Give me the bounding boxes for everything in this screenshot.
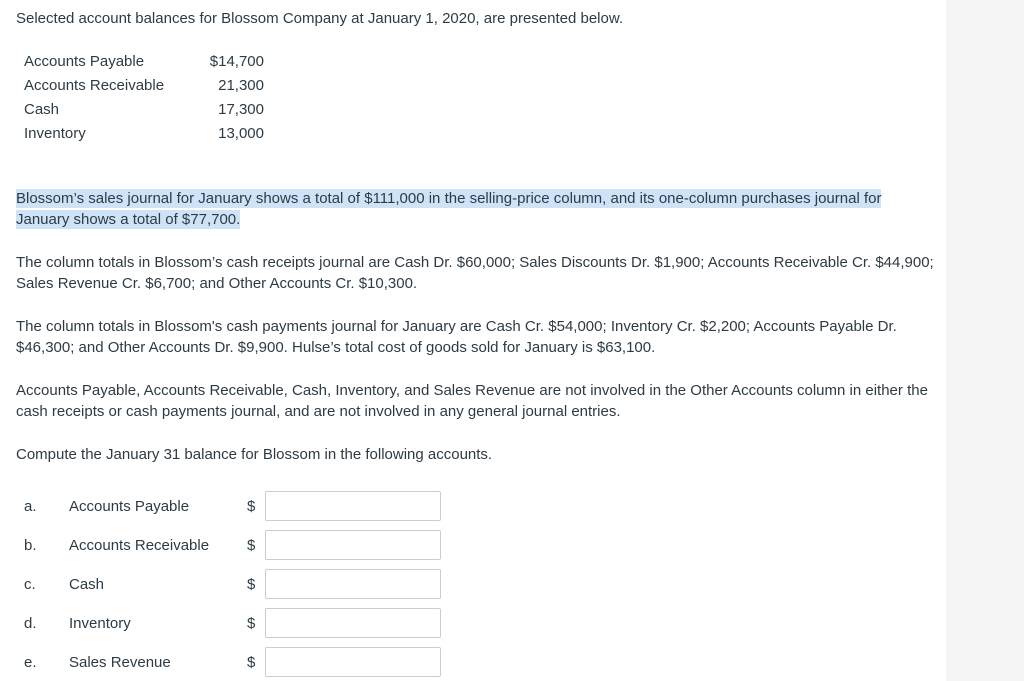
balance-value: 21,300 [218, 77, 264, 94]
instruction-paragraph: Compute the January 31 balance for Blossom in the following accounts. [16, 446, 493, 463]
balance-label: Accounts Receivable [24, 77, 165, 94]
answer-label: Cash [69, 576, 105, 593]
cash-receipts-paragraph: The column totals in Blossom’s cash receipts journal are Cash Dr. $60,000; Sales Discounts Dr. $1,900; Accounts Receivable Cr. $44,900; Sales Revenue Cr. $6,700; and Other Accounts Cr. $10,300. [16, 254, 934, 292]
answer-row-cash [0, 569, 460, 603]
sales-journal-paragraph [16, 188, 936, 230]
balance-row [24, 122, 264, 146]
answer-row-inventory [0, 608, 460, 642]
balance-label: Inventory [24, 125, 86, 142]
accounts-receivable-input[interactable] [265, 530, 441, 560]
answer-row-accounts-payable [0, 491, 460, 525]
balance-label: Accounts Payable [24, 53, 145, 70]
answer-label: Inventory [69, 615, 131, 632]
right-sidebar [946, 0, 1024, 681]
cash-input[interactable] [265, 569, 441, 599]
selected-text: Blossom’s sales journal for January shows a total of $111,000 in the selling-price column, and its one-column purchases journal for January shows a total of $77,700. [16, 190, 882, 228]
answer-letter: c. [24, 576, 36, 593]
balance-value: 13,000 [218, 125, 264, 142]
accounts-payable-input[interactable] [265, 491, 441, 521]
balance-value: 17,300 [218, 101, 264, 118]
answer-row-sales-revenue [0, 647, 460, 681]
sales-revenue-input[interactable] [265, 647, 441, 677]
cash-payments-paragraph: The column totals in Blossom's cash payments journal for January are Cash Cr. $54,000; Inventory Cr. $2,200; Accounts Payable Dr. $46,300; and Other Accounts Dr. $9,900. Hulse’s total cost of goods sold for January is $63,100. [16, 318, 897, 356]
answer-label: Sales Revenue [69, 654, 171, 671]
answer-letter: e. [24, 654, 37, 671]
currency-symbol: $ [247, 498, 256, 515]
answer-row-accounts-receivable [0, 530, 460, 564]
inventory-input[interactable] [265, 608, 441, 638]
currency-symbol: $ [247, 576, 256, 593]
answer-label: Accounts Receivable [69, 537, 210, 554]
balance-row [24, 50, 264, 74]
currency-symbol: $ [247, 615, 256, 632]
balance-label: Cash [24, 101, 60, 118]
currency-symbol: $ [247, 654, 256, 671]
intro-text: Selected account balances for Blossom Company at January 1, 2020, are presented below. [16, 10, 624, 27]
answer-letter: a. [24, 498, 37, 515]
answer-letter: b. [24, 537, 37, 554]
answer-letter: d. [24, 615, 37, 632]
currency-symbol: $ [247, 537, 256, 554]
answer-label: Accounts Payable [69, 498, 190, 515]
balance-value: $14,700 [209, 53, 264, 70]
balance-row [24, 98, 264, 122]
balance-row [24, 74, 264, 98]
not-involved-paragraph: Accounts Payable, Accounts Receivable, Cash, Inventory, and Sales Revenue are not involved in the Other Accounts column in either the cash receipts or cash payments journal, and are not involved in any general journal entries. [16, 382, 928, 420]
